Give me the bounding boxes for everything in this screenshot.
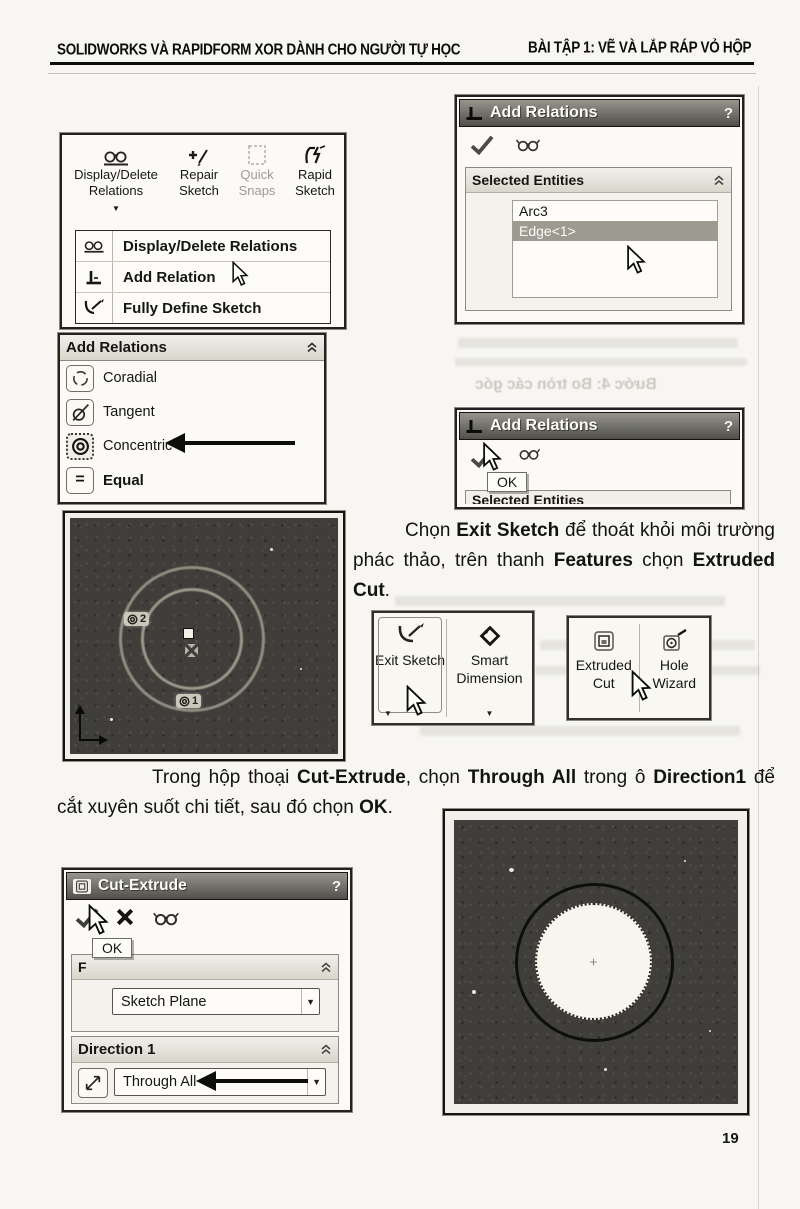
button-label: Rapid Sketch bbox=[295, 167, 335, 199]
dialog-title: Cut-Extrude bbox=[98, 877, 187, 894]
panel-title: Add Relations bbox=[66, 339, 167, 356]
dialog-titlebar bbox=[66, 872, 348, 900]
ghost-bar bbox=[420, 726, 740, 736]
cut-extrude-icon bbox=[73, 879, 91, 894]
dialog-title: Add Relations bbox=[490, 104, 598, 121]
help-icon[interactable]: ? bbox=[723, 104, 733, 122]
relation-label: Equal bbox=[103, 471, 144, 489]
viewport-background bbox=[454, 820, 738, 1104]
center-point bbox=[183, 628, 194, 639]
button-label: Hole Wizard bbox=[652, 657, 697, 692]
smart-dimension-icon bbox=[477, 621, 503, 651]
add-relations-ok-dialog bbox=[455, 408, 744, 509]
add-relation-icon bbox=[76, 262, 113, 292]
text-run: chọn bbox=[632, 550, 693, 572]
equal-icon: = bbox=[66, 467, 94, 494]
repair-sketch-icon bbox=[188, 141, 210, 167]
text-run: Trong hộp thoại bbox=[152, 767, 298, 788]
sketch-viewport-image bbox=[63, 511, 345, 761]
text-run: trong ô bbox=[576, 767, 654, 788]
text-run: . bbox=[387, 797, 393, 819]
cursor-icon bbox=[625, 245, 647, 280]
cut-extrude-dialog bbox=[62, 868, 352, 1112]
concentric-callout-inner bbox=[124, 612, 149, 626]
cursor-icon bbox=[404, 685, 428, 722]
relations-toolbar-screenshot bbox=[60, 133, 346, 329]
group-label: Direction 1 bbox=[78, 1041, 156, 1058]
eyeglasses-icon[interactable] bbox=[517, 446, 541, 461]
text-run: Chọn bbox=[405, 520, 457, 541]
flyout-arrow-icon[interactable]: ▼ bbox=[112, 203, 120, 213]
chevron-up-icon[interactable] bbox=[306, 342, 318, 353]
cancel-x-icon[interactable] bbox=[116, 908, 134, 926]
y-axis-icon bbox=[79, 708, 81, 740]
cursor-icon bbox=[481, 442, 503, 477]
dialog-titlebar bbox=[459, 99, 740, 127]
help-icon[interactable]: ? bbox=[331, 877, 341, 895]
dropdown-value: Sketch Plane bbox=[121, 993, 207, 1010]
text-run: để cắt xuyên suốt chi tiết, sau đó chọn bbox=[57, 767, 775, 819]
x-axis-icon bbox=[79, 739, 105, 741]
dropdown-caret-icon: ▼ bbox=[301, 989, 315, 1014]
relation-label: Coradial bbox=[103, 370, 157, 386]
button-label: Extruded Cut bbox=[575, 657, 632, 692]
annotation-arrow-concentric bbox=[185, 441, 295, 445]
text-bold: Exit Sketch bbox=[456, 520, 560, 541]
eyeglasses-icon[interactable] bbox=[152, 910, 180, 926]
help-icon[interactable]: ? bbox=[723, 417, 733, 435]
display-delete-relations-icon bbox=[76, 231, 113, 261]
extruded-cut-icon bbox=[592, 626, 616, 656]
display-delete-relations-button[interactable] bbox=[62, 135, 170, 231]
relation-concentric[interactable] bbox=[60, 429, 324, 463]
group-label: F bbox=[78, 959, 87, 975]
selected-entities-group bbox=[465, 167, 732, 311]
reverse-direction-button[interactable] bbox=[78, 1068, 108, 1098]
rapid-sketch-button[interactable] bbox=[286, 135, 344, 231]
text-bold: Direction1 bbox=[653, 767, 747, 788]
chevron-up-icon[interactable] bbox=[713, 175, 725, 186]
menu-item-label: Display/Delete Relations bbox=[123, 237, 298, 255]
cursor-icon bbox=[86, 904, 110, 941]
start-condition-dropdown[interactable] bbox=[112, 988, 320, 1015]
eyeglasses-icon[interactable] bbox=[515, 137, 541, 152]
direction1-group bbox=[71, 1036, 339, 1104]
perpendicular-icon bbox=[466, 106, 483, 121]
ok-check-icon[interactable] bbox=[469, 135, 495, 155]
cursor-icon bbox=[230, 261, 250, 292]
hole-wizard-icon bbox=[661, 626, 687, 656]
text-run: để thoát khỏi môi trường phác thảo, trên thanh bbox=[353, 520, 776, 572]
text-run: . bbox=[384, 580, 390, 602]
cursor-icon bbox=[629, 670, 653, 707]
text-run: , chọn bbox=[405, 767, 468, 788]
cut-hole bbox=[535, 903, 652, 1020]
list-item-selected[interactable]: Edge<1> bbox=[513, 221, 717, 241]
add-relations-panel bbox=[58, 333, 326, 504]
group-header[interactable] bbox=[72, 1037, 338, 1063]
viewport-background bbox=[70, 518, 338, 754]
button-label: Smart Dimension bbox=[456, 652, 523, 687]
menu-item-label: Add Relation bbox=[123, 268, 216, 286]
button-label: Display/Delete Relations bbox=[74, 167, 158, 199]
group-header[interactable] bbox=[466, 168, 731, 193]
relation-tangent[interactable] bbox=[60, 395, 324, 429]
display-delete-relations-icon bbox=[101, 141, 131, 167]
clipped-group-label: Selected Entities bbox=[472, 492, 585, 504]
concentric-icon bbox=[66, 433, 94, 460]
ghost-bar bbox=[455, 358, 747, 366]
coradial-icon bbox=[66, 365, 94, 392]
toolbar-row bbox=[62, 135, 344, 231]
dropdown-value: Through All bbox=[123, 1074, 197, 1090]
header-right: BÀI TẬP 1: VẼ VÀ LẮP RÁP VỎ HỘP bbox=[528, 38, 752, 57]
relations-flyout-menu bbox=[75, 230, 331, 324]
callout-number: 2 bbox=[140, 613, 147, 625]
smart-dimension-button[interactable] bbox=[447, 613, 532, 723]
button-label: Quick Snaps bbox=[238, 167, 276, 199]
button-label: Exit Sketch bbox=[374, 652, 446, 668]
menu-item-fully-define-sketch[interactable] bbox=[76, 292, 330, 323]
header-rule bbox=[50, 62, 754, 65]
page-number: 19 bbox=[722, 1130, 739, 1147]
text-bold: Through All bbox=[467, 767, 577, 788]
paragraph-exit-sketch bbox=[353, 516, 775, 606]
ghost-bar bbox=[458, 338, 738, 348]
flyout-arrow-icon[interactable]: ▼ bbox=[384, 708, 392, 718]
tangent-icon bbox=[66, 399, 94, 426]
features-toolbar bbox=[567, 616, 711, 720]
quick-snaps-icon bbox=[246, 141, 268, 167]
header-rule-thin bbox=[48, 73, 756, 74]
perpendicular-icon bbox=[466, 419, 483, 434]
menu-item-display-delete-relations[interactable] bbox=[76, 231, 330, 261]
menu-item-label: Fully Define Sketch bbox=[123, 299, 262, 317]
ok-tooltip: OK bbox=[92, 938, 132, 958]
concentric-callout-outer bbox=[176, 694, 201, 708]
fully-define-sketch-icon bbox=[76, 293, 113, 323]
dialog-title: Add Relations bbox=[490, 417, 598, 434]
relation-label: Tangent bbox=[103, 404, 155, 420]
ok-tooltip: OK bbox=[487, 472, 527, 492]
rapid-sketch-icon bbox=[303, 141, 327, 167]
page-fold bbox=[758, 86, 759, 1209]
relation-equal[interactable] bbox=[60, 463, 324, 497]
group-header[interactable] bbox=[72, 955, 338, 980]
button-label: Repair Sketch bbox=[179, 167, 219, 199]
callout-number: 1 bbox=[192, 695, 199, 707]
relation-label: Concentric bbox=[103, 438, 173, 454]
text-bold: OK bbox=[359, 797, 388, 819]
menu-item-add-relation[interactable] bbox=[76, 261, 330, 292]
result-viewport-image bbox=[443, 809, 749, 1115]
text-bold: Features bbox=[553, 550, 633, 572]
coincident-marker bbox=[185, 644, 198, 657]
inner-circle bbox=[141, 588, 243, 690]
group-label: Selected Entities bbox=[472, 172, 585, 188]
list-item[interactable]: Arc3 bbox=[519, 203, 548, 219]
annotation-arrow-through-all bbox=[216, 1079, 308, 1083]
from-group bbox=[71, 954, 339, 1032]
add-relations-dialog bbox=[455, 95, 744, 324]
chevron-up-icon[interactable] bbox=[320, 1044, 332, 1055]
reverse-direction-icon bbox=[84, 1074, 102, 1092]
panel-header[interactable] bbox=[60, 335, 324, 361]
clipped-group-header bbox=[465, 490, 731, 504]
center-mark: + bbox=[589, 952, 598, 969]
chevron-up-icon[interactable] bbox=[320, 962, 332, 973]
quick-snaps-button[interactable] bbox=[228, 135, 286, 231]
dropdown-caret-icon: ▼ bbox=[307, 1069, 321, 1095]
repair-sketch-button[interactable] bbox=[170, 135, 228, 231]
header-left: SOLIDWORKS VÀ RAPIDFORM XOR DÀNH CHO NGƯỜI TỰ HỌC bbox=[57, 40, 461, 59]
flyout-arrow-icon[interactable]: ▼ bbox=[485, 708, 494, 718]
relation-coradial[interactable] bbox=[60, 361, 324, 395]
text-bold: Cut-Extrude bbox=[297, 767, 406, 788]
exit-sketch-toolbar bbox=[372, 611, 534, 725]
dialog-titlebar bbox=[459, 412, 740, 440]
ghost-text-step4: Bước 4: Bo tròn các góc bbox=[475, 376, 657, 393]
text-bold: Extruded Cut bbox=[353, 550, 775, 602]
selected-entities-list[interactable] bbox=[512, 200, 718, 298]
